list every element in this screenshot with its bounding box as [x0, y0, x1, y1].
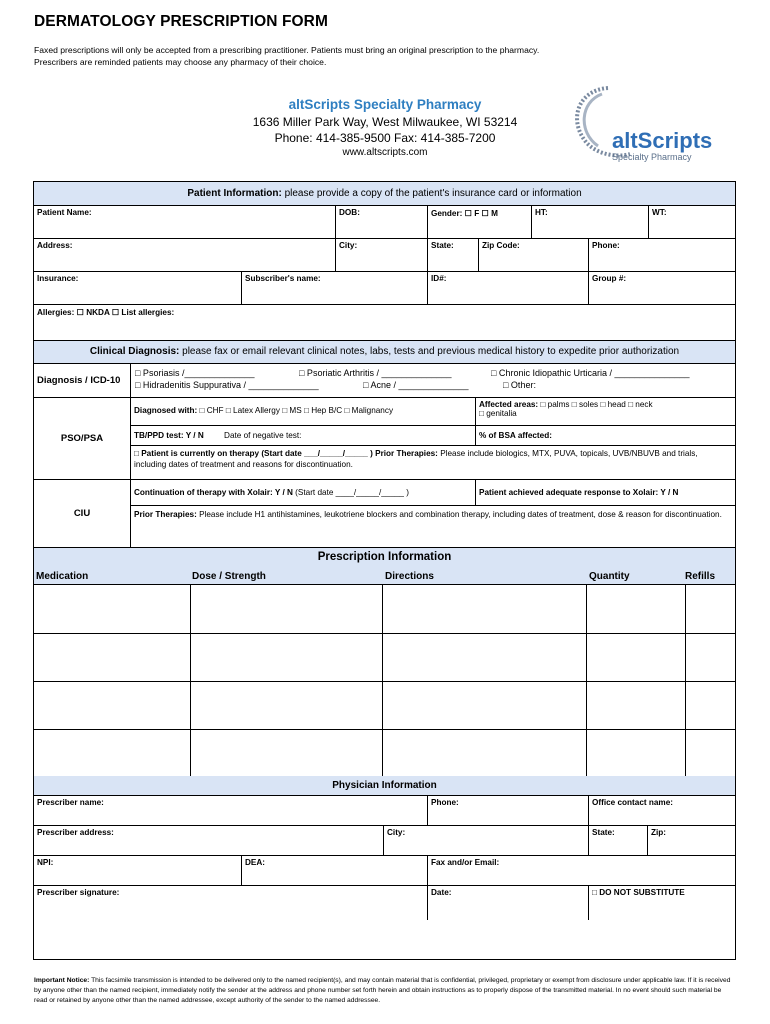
col-refills: Refills — [685, 571, 716, 582]
group-field[interactable]: Group #: — [589, 272, 735, 305]
dea-field[interactable]: DEA: — [242, 856, 428, 886]
address-field[interactable]: Address: — [34, 239, 336, 272]
office-contact-field[interactable]: Office contact name: — [589, 796, 735, 826]
intro-line-2: Prescribers are reminded patients may choose any pharmacy of their choice. — [34, 57, 327, 67]
diagnosis-options — [131, 364, 735, 398]
pso-psa-label: PSO/PSA — [34, 398, 131, 480]
id-field[interactable]: ID#: — [428, 272, 589, 305]
patient-name-field[interactable]: Patient Name: — [34, 206, 336, 239]
col-dose-strength: Dose / Strength — [192, 571, 266, 582]
pharmacy-address: 1636 Miller Park Way, West Milwaukee, WI 53214 — [252, 115, 518, 129]
city-field[interactable]: City: — [336, 239, 428, 272]
prescription-info-header — [34, 548, 735, 585]
grid-row-line — [34, 633, 735, 634]
allergies-field[interactable]: Allergies: ☐ NKDA ☐ List allergies: — [37, 308, 175, 317]
prescription-form — [33, 181, 736, 960]
diagnosed-with-field[interactable]: Diagnosed with: □ CHF □ Latex Allergy □ MS □ Hep B/C □ Malignancy — [131, 398, 476, 426]
col-quantity: Quantity — [589, 571, 630, 582]
diagnosis-icd10-label: Diagnosis / ICD-10 — [34, 364, 131, 398]
xolair-response-field[interactable]: Patient achieved adequate response to Xolair: Y / N — [476, 480, 735, 506]
grid-row-line — [34, 729, 735, 730]
pso-prior-therapies-field[interactable]: □ Patient is currently on therapy (Start date ___/_____/_____ ) Prior Therapies: Please include biologics, MTX, PUVA, topicals, UVB/NBUVB and trials, including dates of treatment and reasons for discontinuation. — [131, 446, 735, 480]
hidradenitis-option[interactable]: □ Hidradenitis Suppurativa / ______________ — [135, 380, 319, 390]
altscripts-logo — [568, 80, 728, 170]
insurance-field[interactable]: Insurance: — [34, 272, 242, 305]
physician-info-header: Physician Information — [34, 776, 735, 796]
pharmacy-website[interactable]: www.altscripts.com — [342, 147, 428, 158]
xolair-continuation-field[interactable]: Continuation of therapy with Xolair: Y / N (Start date ____/_____/_____ ) — [131, 480, 476, 506]
physician-phone-field[interactable]: Phone: — [428, 796, 589, 826]
fax-email-field[interactable]: Fax and/or Email: — [428, 856, 735, 886]
physician-city-field[interactable]: City: — [384, 826, 589, 856]
other-option[interactable]: □ Other: — [503, 380, 536, 390]
weight-field[interactable]: WT: — [649, 206, 735, 239]
clinical-diagnosis-header: Clinical Diagnosis: please fax or email relevant clinical notes, labs, tests and previous medical history to expedite prior authorization — [34, 340, 735, 364]
intro-line-1: Faxed prescriptions will only be accepted from a prescribing practitioner. Patients must bring an original prescription to the pharmacy. — [34, 45, 540, 55]
bsa-field[interactable]: % of BSA affected: — [476, 426, 735, 446]
do-not-substitute-checkbox[interactable]: □ DO NOT SUBSTITUTE — [592, 888, 685, 897]
physician-state-field[interactable]: State: — [589, 826, 648, 856]
patient-info-header: Patient Information: please provide a copy of the patient's insurance card or information — [34, 182, 735, 206]
phone-field[interactable]: Phone: — [589, 239, 735, 272]
pharmacy-name: altScripts Specialty Pharmacy — [288, 97, 482, 112]
col-directions: Directions — [385, 571, 434, 582]
prescription-grid — [34, 585, 735, 777]
psoriatic-arthritis-option[interactable]: □ Psoriatic Arthritis / ______________ — [299, 368, 452, 378]
prescription-heading: Prescription Information — [317, 551, 452, 563]
physician-zip-field[interactable]: Zip: — [648, 826, 735, 856]
urticaria-option[interactable]: □ Chronic Idiopathic Urticaria / _______________ — [491, 368, 690, 378]
acne-option[interactable]: □ Acne / ______________ — [363, 380, 469, 390]
prescriber-name-field[interactable]: Prescriber name: — [34, 796, 428, 826]
psoriasis-option[interactable]: □ Psoriasis /______________ — [135, 368, 255, 378]
state-field[interactable]: State: — [428, 239, 479, 272]
tb-test-field[interactable]: TB/PPD test: Y / N Date of negative test: — [131, 426, 476, 446]
signature-date-field[interactable]: Date: — [428, 886, 589, 920]
dob-field[interactable]: DOB: — [336, 206, 428, 239]
prescriber-signature-field[interactable]: Prescriber signature: — [34, 886, 428, 920]
affected-areas-field[interactable]: Affected areas: □ palms □ soles □ head □ neck □ genitalia — [476, 398, 735, 426]
grid-row-line — [34, 681, 735, 682]
important-notice: Important Notice: This facsimile transmission is intended to be delivered only to the named recipient(s), and may contain material that is confidential, privileged, proprietary or exempt from disclosure under applicable law. If it is received by anyone other than the named recipient, immediately notify the sender at the address and phone number set forth herein and obtain instructions as to properly dispose of the transmitted material. In no event should such material be read or retained by anyone other than the named addressee, except authority of the sender to the named addressee. — [34, 977, 731, 1004]
intro-text — [34, 44, 594, 68]
col-medication: Medication — [36, 571, 89, 582]
zip-field[interactable]: Zip Code: — [479, 239, 589, 272]
npi-field[interactable]: NPI: — [34, 856, 242, 886]
subscriber-field[interactable]: Subscriber's name: — [242, 272, 428, 305]
ciu-label: CIU — [34, 480, 131, 548]
prescriber-address-field[interactable]: Prescriber address: — [34, 826, 384, 856]
form-title: DERMATOLOGY PRESCRIPTION FORM — [34, 13, 328, 30]
ciu-prior-therapies-field[interactable]: Prior Therapies: Please include H1 antihistamines, leukotriene blockers and combination therapy, including dates of treatment, dose & reason for discontinuation. — [131, 506, 735, 548]
gender-field[interactable]: Gender: ☐ F ☐ M — [428, 206, 532, 239]
svg-text:Specialty Pharmacy: Specialty Pharmacy — [612, 152, 692, 162]
pharmacy-phone-fax: Phone: 414-385-9500 Fax: 414-385-7200 — [274, 131, 496, 145]
svg-text:altScripts: altScripts — [612, 128, 713, 153]
height-field[interactable]: HT: — [532, 206, 649, 239]
